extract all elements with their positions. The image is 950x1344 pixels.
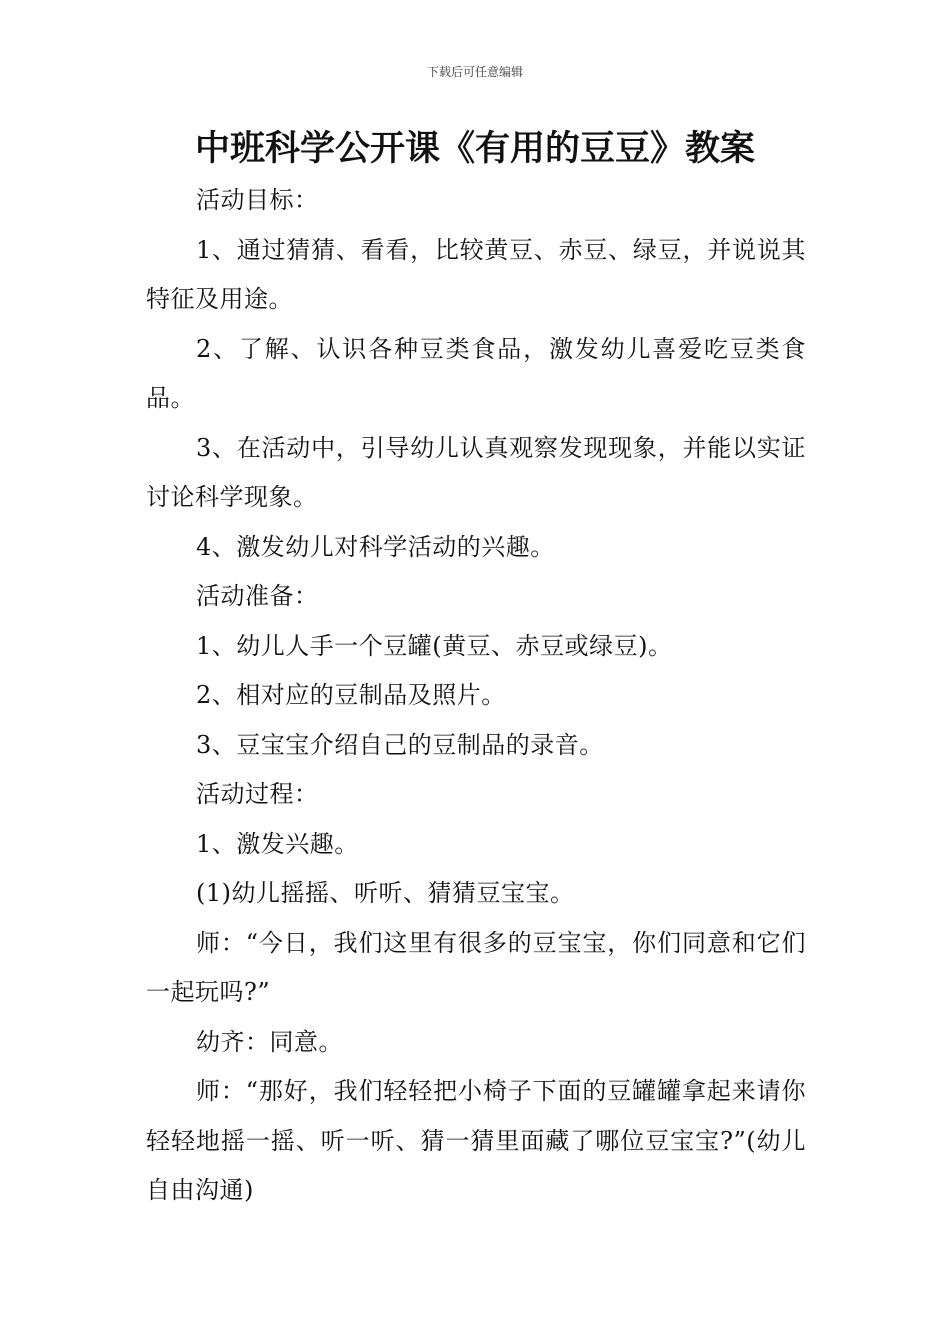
- document-title: 中班科学公开课《有用的豆豆》教案: [194, 129, 755, 169]
- section-heading-process: 活动过程：: [196, 780, 319, 808]
- paragraph: (1)幼儿摇摇、听听、猜猜豆宝宝。: [196, 879, 575, 907]
- paragraph: 3、豆宝宝介绍自己的豆制品的录音。: [196, 730, 604, 759]
- paragraph: 1、通过猜猜、看看，比较黄豆、赤豆、绿豆，并说说其特征及用途。: [146, 235, 806, 313]
- document-body: [146, 176, 806, 1216]
- paragraph: 师：“那好，我们轻轻把小椅子下面的豆罐罐拿起来请你轻轻地摇一摇、听一听、猜一猜里面藏了哪位豆宝宝?”(幼儿自由沟通): [146, 1077, 806, 1204]
- paragraph: 幼齐：同意。: [196, 1027, 343, 1056]
- paragraph: 2、相对应的豆制品及照片。: [196, 681, 506, 709]
- paragraph: 1、激发兴趣。: [196, 829, 359, 858]
- section-heading-goals: 活动目标：: [196, 186, 319, 214]
- paragraph: 1、幼儿人手一个豆罐(黄豆、赤豆或绿豆)。: [196, 631, 673, 660]
- section-heading-preparation: 活动准备：: [196, 582, 319, 610]
- header-note: 下载后可任意编辑: [426, 65, 523, 79]
- paragraph: 师：“今日，我们这里有很多的豆宝宝，你们同意和它们一起玩吗?”: [146, 928, 806, 1006]
- paragraph: 3、在活动中，引导幼儿认真观察发现现象，并能以实证讨论科学现象。: [146, 433, 806, 511]
- paragraph: 2、了解、认识各种豆类食品，激发幼儿喜爱吃豆类食品。: [146, 334, 806, 412]
- paragraph: 4、激发幼儿对科学活动的兴趣。: [196, 532, 555, 561]
